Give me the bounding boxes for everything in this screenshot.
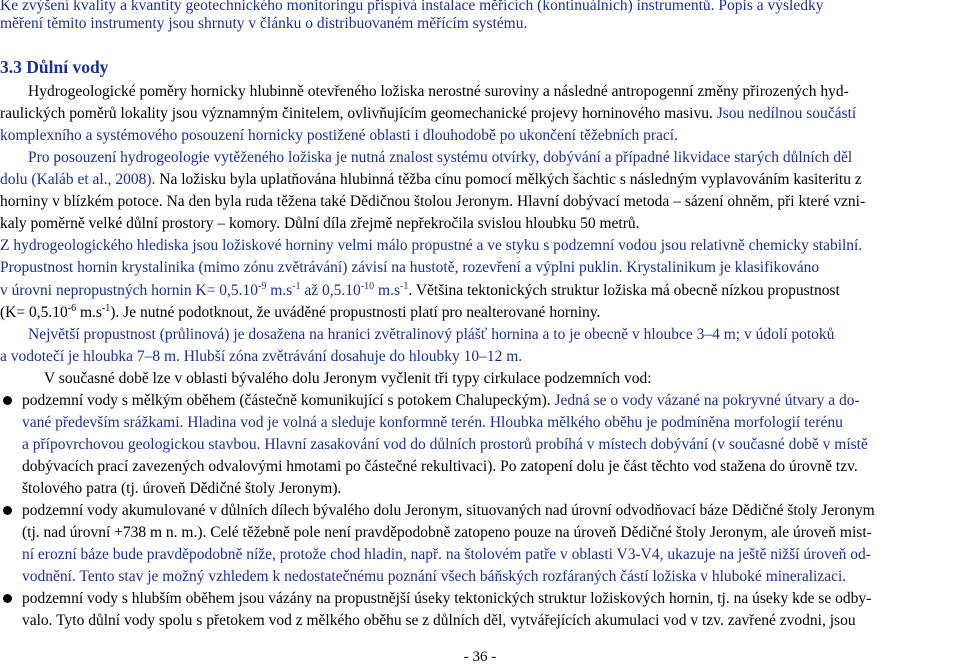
k-part-a: (K= 0,5.10 [0, 304, 68, 321]
permeability-line-2: Propustnost hornin krystalinika (mimo zónu zvětrávání) závisí na hustotě, rozevření a výplni puklin. Krystalinikum je klasifikováno [0, 259, 820, 276]
bullet1-line-3: a přípovrchovou geologickou stavbou. Hlavní zasakování vod do důlních prostorů probíhá v místech dobývání (v současné době v místě [22, 436, 868, 453]
permeability-line-5: Největší propustnost (průlinová) je dosažena na hranici zvětralinový plášť hornina a to je obecně v hloubce 3–4 m; v údolí potoků [28, 326, 835, 343]
intro-line-1: Ke zvýšení kvality a kvantity geotechnického monitoringu přispívá instalace měřících (kontinuálních) instrumentů. Popis a výsledky [0, 0, 824, 14]
permeability-line-1: Z hydrogeologického hlediska jsou ložiskové horniny velmi málo propustné a ve styku s podzemní vodou jsou relativně chemicky stabilní. [0, 237, 863, 254]
formula-part-e: . Většina tektonických struktur ložiska má obecně nízkou propustnost [408, 282, 840, 299]
formula-part-c: až 0,5.10 [300, 282, 361, 299]
hydrogeology-line-2-blue: Jsou nedílnou součástí [712, 105, 857, 122]
permeability-formula [0, 282, 408, 299]
hydrogeology-line-5 [0, 170, 960, 190]
section-heading: 3.3 Důlní vody [0, 57, 109, 77]
hydrogeology-line-1: Hydrogeologické poměry hornicky hlubinně otevřeného ložiska nerostné suroviny a následné antropogenní změny přirozených hyd- [28, 83, 849, 100]
bullet1-line-5: štolového patra (tj. úroveň Dědičné štoly Jeronym). [22, 480, 342, 497]
hydrogeology-line-4: Pro posouzení hydrogeologie vytěženého ložiska je nutná znalost systému otvírky, dobývání a případné likvidace starých důlních děl [28, 149, 853, 166]
formula-exp-4: -1 [400, 281, 409, 292]
hydrogeology-line-6: horniny v blízkém potoce. Na den byla ruda těžena také Dědičnou štolou Jeronym. Hlavní dobývací metoda – sázení ohněm, při které vzni- [0, 193, 866, 210]
hydrogeology-line-2 [0, 104, 960, 124]
bullet2-line-3: ní erozní báze bude pravděpodobně níže, protože chod hladin, např. na štolovém patře v oblasti V3-V4, ukazuje na ještě nižší úroveň od- [22, 546, 871, 563]
bullet1-line-4: dobývacích prací zavezených odvalovými hmotami po částečné rekultivaci). Po zatopení dolu je část těchto vod stažena do úrovně tzv. [22, 458, 858, 475]
formula-part-d: m.s [374, 282, 400, 299]
permeability-line-7: V současné době lze v oblasti bývalého dolu Jeronym vyčlenit tři typy cirkulace podzemních vod: [44, 370, 652, 387]
k-part-c: ). Je nutné podotknout, že uváděné propustnosti platí pro nealterované horniny. [110, 304, 601, 321]
hydrogeology-line-5-black: Na ložisku byla uplatňována hlubinná těžba cínu pomocí mělkých šachtic s následným vyplavováním kasiteritu z [155, 171, 862, 188]
formula-part-b: m.s [266, 282, 293, 299]
k-part-b: m.s [76, 304, 102, 321]
intro-line-2: měření těmito instrumenty jsou shrnuty v článku o distribuovaném měřícím systému. [0, 15, 528, 32]
hydrogeology-line-7: kaly poměrně velké důlní prostory – komory. Důlní díla zřejmě nepřekročila svislou hloubku 50 metrů. [0, 215, 640, 232]
permeability-line-6: a vodotečí je hloubka 7–8 m. Hlubší zóna zvětrávání dosahuje do hloubky 10–12 m. [0, 348, 523, 365]
bullet3-line-1: podzemní vody s hlubším oběhem jsou vázány na propustnější úseky tektonických struktur ložiskových hornin, tj. na úseky kde se odby- [22, 590, 872, 607]
bullet2-line-1: podzemní vody akumulované v důlních dílech bývalého dolu Jeronym, situovaných nad úrovní odvodňovací báze Dědičné štoly Jeronym [22, 502, 875, 519]
page-number: - 36 - [463, 649, 497, 665]
bullet1-line-1-blue: Jedná se o vody vázané na pokryvné útvary a do- [550, 392, 860, 409]
bullet3-line-2: valo. Tyto důlní vody spolu s přetokem vod z mělkého oběhu se z důlních děl, vytvářejících akumulaci vod v tzv. zavřené zvodni, jsou [22, 612, 856, 629]
hydrogeology-line-3: komplexního a systémového posouzení hornicky postižené oblasti i dlouhodobě po ukončení těžebních prací. [0, 127, 678, 144]
formula-exp-1: -9 [258, 281, 267, 292]
permeability-line-3 [0, 281, 960, 301]
bullet1-line-1-black: podzemní vody s mělkým oběhem (částečně komunikující s potokem Chalupeckým). [22, 392, 551, 409]
hydrogeology-line-5-blue: dolu (Kaláb et al., 2008). [0, 171, 156, 188]
hydrogeology-line-2-black: raulických poměrů lokality jsou významným činitelem, ovlivňujícím geomechanické projevy horninového masivu. [0, 105, 713, 122]
bullet2-line-4: vodnění. Tento stav je možný vzhledem k nedostatečnému poznání všech báňských rozfáraných částí ložiska v hluboké mineralizaci. [22, 568, 847, 585]
formula-exp-2: -1 [292, 281, 301, 292]
bullet1-line-2: vané především srážkami. Hladina vod je volná a sleduje konformně terén. Hloubka mělkého oběhu je podmíněna morfologií terénu [22, 414, 843, 431]
bullet1-line-1 [0, 391, 960, 411]
k-exp-2: -1 [101, 303, 111, 314]
formula-part-a: v úrovni nepropustných hornin K= 0,5.10 [0, 282, 259, 299]
formula-exp-3: -10 [360, 281, 375, 292]
bullet2-line-2: (tj. nad úrovní +738 m n. m.). Celé těžebně pole není pravděpodobně zatopeno pouze na úroveň Dědičné štoly Jeronym, ale úroveň mist- [22, 524, 872, 541]
k-exp-1: -6 [67, 303, 77, 314]
permeability-line-4 [0, 303, 960, 323]
